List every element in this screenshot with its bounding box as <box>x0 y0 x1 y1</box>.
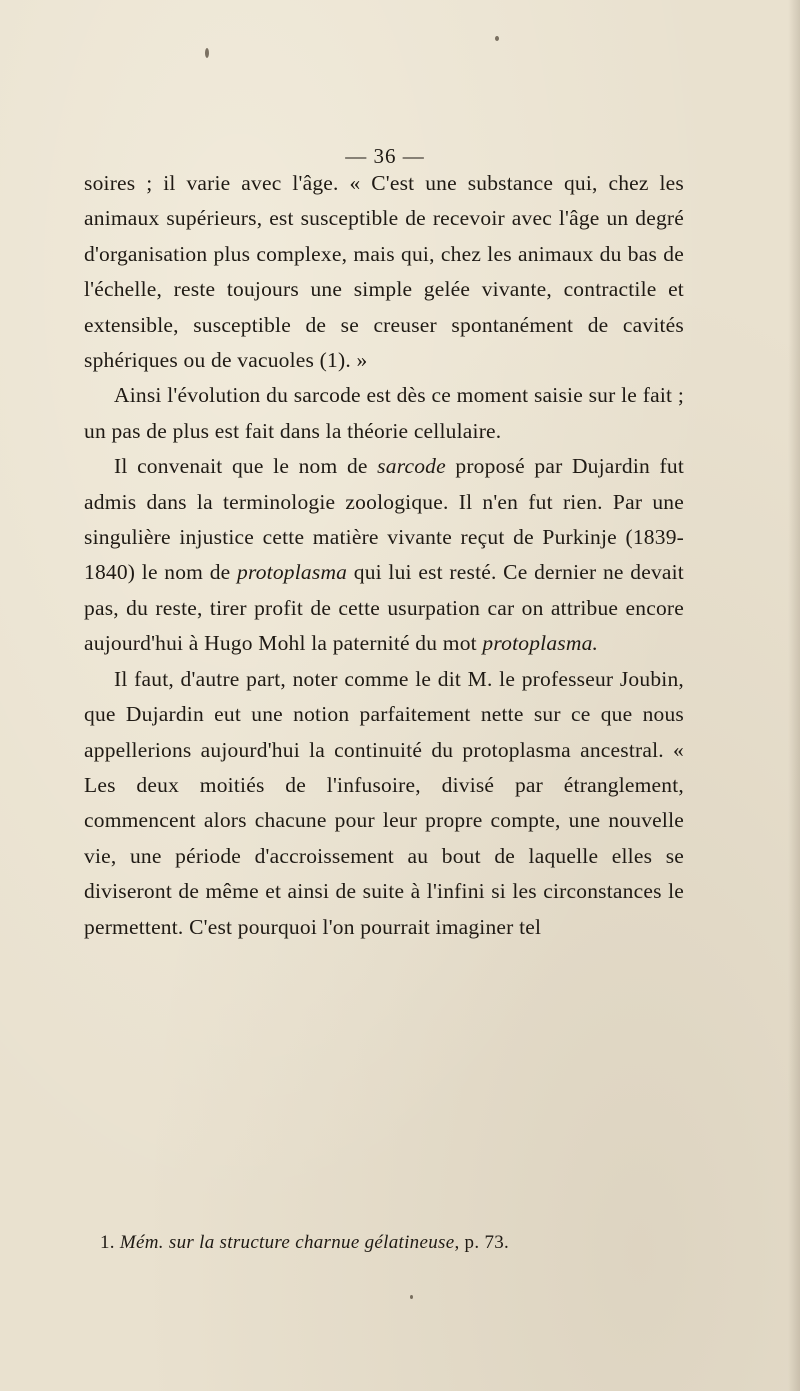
text-run: Il faut, d'autre part, noter comme le dit M. le professeur Joubin, que Dujardin eut une notion parfaitement nette sur ce que nous appellerions aujourd'hui la continuité du protoplasma ancestral. « Les deux moitiés de l'infusoire, divisé par étranglement, commencent alors chacune pour leur propre compte, une nouvelle vie, une période d'accroissement au bout de laquelle elles se diviseront de même et ainsi de suite à l'infini si les circonstances le permettent. C'est pourquoi l'on pourrait imaginer tel <box>84 666 684 939</box>
paragraph <box>84 662 684 945</box>
paragraph <box>84 166 684 378</box>
footnote-marker: 1. <box>100 1232 120 1253</box>
footnote-title: Mém. sur la structure charnue gélatineuse <box>119 1232 455 1253</box>
ink-speck <box>205 48 209 58</box>
paragraph <box>84 378 684 449</box>
text-run: proposé par Dujardin fut admis dans la terminologie zoologique. Il n'en fut rien. Par une singulière injustice cette matière vivante reçut de Purkinje (1839-1840) le nom de <box>84 454 684 585</box>
body-text <box>84 166 684 945</box>
ink-speck <box>410 1295 413 1299</box>
paragraph <box>84 449 684 661</box>
text-run: Il convenait que le nom de <box>114 454 378 479</box>
page-number: — 36 — <box>345 144 425 168</box>
italic-term: protoplasma <box>237 560 348 585</box>
footnote <box>100 1232 700 1254</box>
ink-speck <box>495 36 499 41</box>
text-run: soires ; il varie avec l'âge. « C'est une substance qui, chez les animaux supérieurs, est susceptible de recevoir avec l'âge un degré d'organisation plus complexe, mais qui, chez les animaux du bas de l'échelle, reste toujours une simple gelée vivante, contractile et extensible, susceptible de se creuser spontanément de cavités sphériques ou de vacuoles (1). » <box>84 171 684 373</box>
page-edge-shadow <box>788 0 800 1391</box>
text-run: Ainsi l'évolution du sarcode est dès ce moment saisie sur le fait ; un pas de plus est fait dans la théorie cellulaire. <box>84 383 684 443</box>
italic-term: sarcode <box>377 454 446 479</box>
italic-term: protoplasma. <box>482 631 599 656</box>
text-run: qui lui est resté. Ce dernier ne devait pas, du reste, tirer profit de cette usurpation car on attribue encore aujourd'hui à Hugo Mohl la paternité du mot <box>84 560 684 656</box>
footnote-reference: , p. 73. <box>454 1232 510 1253</box>
